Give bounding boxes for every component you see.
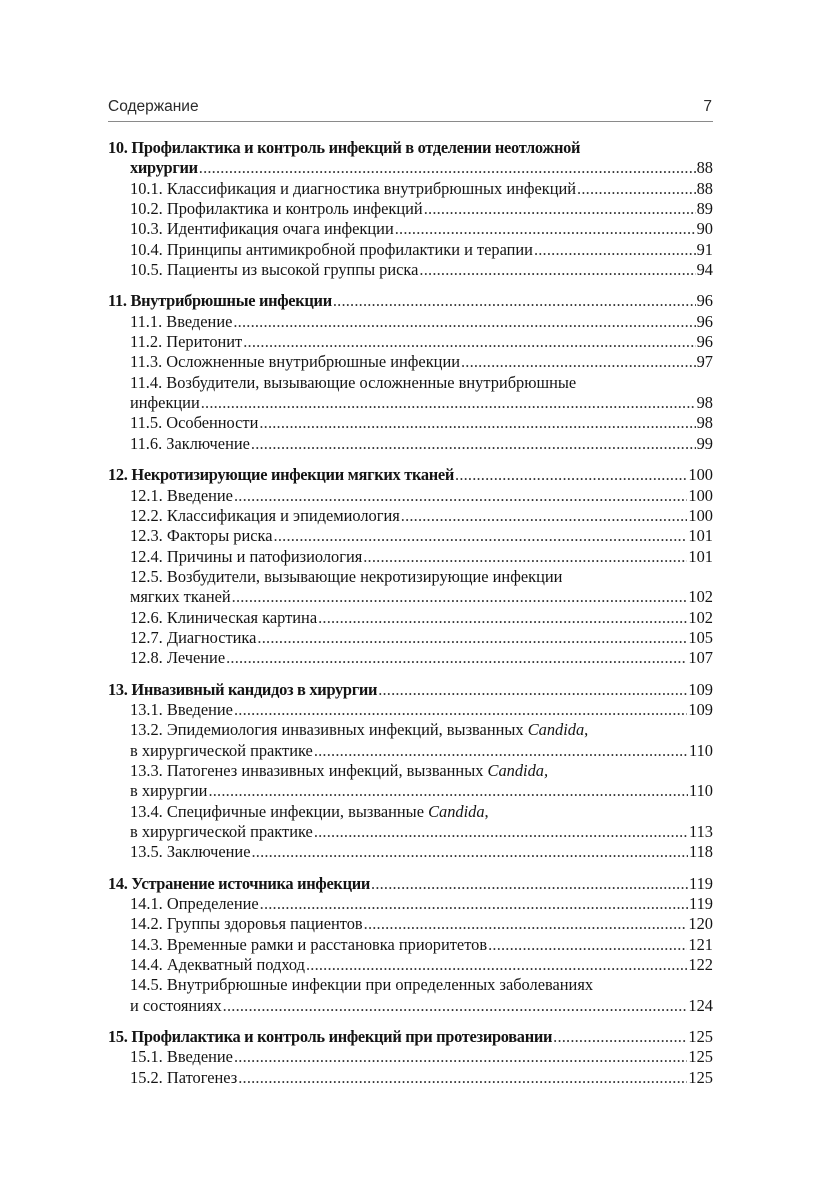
section-title: Введение <box>166 1047 233 1067</box>
section-title: Группы здоровья пациентов <box>166 914 363 934</box>
page-ref: 91 <box>696 239 713 259</box>
page-ref: 110 <box>689 740 713 760</box>
section-number: 11.1. <box>130 311 163 331</box>
dot-leader <box>577 179 696 199</box>
section-number: 13.2. <box>130 720 163 740</box>
section-number: 13.5. <box>130 842 163 862</box>
toc-entry[interactable] <box>108 526 713 546</box>
toc-entry[interactable] <box>108 434 713 454</box>
section-label <box>130 955 305 975</box>
section-title: Принципы антимикробной профилактики и терапии <box>166 239 533 259</box>
dot-leader <box>461 352 696 372</box>
table-of-contents <box>108 138 713 1088</box>
section-title: Введение <box>166 485 233 505</box>
section-label <box>130 434 250 454</box>
toc-entry[interactable] <box>108 914 713 934</box>
toc-entry[interactable] <box>108 802 713 843</box>
dot-leader <box>333 291 696 311</box>
dot-leader <box>226 648 687 668</box>
section-title: Клиническая картина <box>166 607 318 627</box>
page-ref: 89 <box>696 199 713 219</box>
page-ref: 94 <box>696 260 713 280</box>
page-ref: 90 <box>696 219 713 239</box>
section-number: 14.5. <box>130 975 163 995</box>
dot-leader <box>251 842 688 862</box>
section-number: 10.1. <box>130 178 163 198</box>
section-title: Идентификация очага инфекции <box>166 219 394 239</box>
dot-leader <box>371 874 688 894</box>
page-ref: 100 <box>688 485 713 505</box>
section-title-line1: Возбудители, вызывающие осложненные внутрибрюшные <box>166 372 577 392</box>
toc-entry[interactable] <box>108 312 713 332</box>
toc-entry[interactable] <box>108 761 713 802</box>
chapter-title-text: Устранение источника инфекции <box>131 873 371 893</box>
dot-leader <box>401 506 688 526</box>
dot-leader <box>534 240 696 260</box>
section-title: Заключение <box>166 842 251 862</box>
dot-leader <box>234 700 687 720</box>
chapter-title-line1: Профилактика и контроль инфекций в отделении неотложной <box>131 138 581 157</box>
toc-entry[interactable] <box>108 486 713 506</box>
page-ref: 125 <box>688 1067 713 1087</box>
chapter-number-dot: . <box>123 1027 132 1047</box>
page-ref: 122 <box>688 955 713 975</box>
section-title-line2: в хирургической практике <box>130 740 313 760</box>
page-ref: 102 <box>688 587 713 607</box>
dot-leader <box>223 996 688 1016</box>
toc-entry[interactable] <box>108 465 713 485</box>
toc-entry[interactable] <box>108 506 713 526</box>
toc-entry[interactable] <box>108 975 713 1016</box>
dot-leader <box>363 547 687 567</box>
section-title: Осложненные внутрибрюшные инфекции <box>166 352 460 372</box>
section-number: 15.2. <box>130 1067 163 1087</box>
section-title: Факторы риска <box>166 526 273 546</box>
section-title: Временные рамки и расстановка приоритетов <box>166 934 488 954</box>
section-title-line2: и состояниях <box>130 995 222 1015</box>
page-ref: 109 <box>688 699 713 719</box>
section-label <box>130 842 250 862</box>
section-title-line2: мягких тканей <box>130 587 231 607</box>
section-number: 10.5. <box>130 260 163 280</box>
section-label <box>130 179 576 199</box>
genus-name-italic: Candida <box>527 720 585 740</box>
section-title: Патогенез <box>166 1067 238 1087</box>
chapter-number-dot: . <box>123 679 132 699</box>
section-title: Лечение <box>166 648 226 668</box>
section-title-line2: инфекции <box>130 393 200 413</box>
toc-entry[interactable] <box>108 874 713 894</box>
toc-entry[interactable] <box>108 955 713 975</box>
toc-entry[interactable] <box>108 1047 713 1067</box>
running-head-title: Содержание <box>108 98 199 115</box>
chapter-number-dot: . <box>123 465 132 485</box>
section-number: 12.2. <box>130 505 163 525</box>
section-number: 13.4. <box>130 801 163 821</box>
section-number: 10.4. <box>130 239 163 259</box>
chapter-number: 12 <box>108 465 124 485</box>
section-number: 12.1. <box>130 485 163 505</box>
page-ref: 107 <box>688 648 713 668</box>
section-number: 13.3. <box>130 760 163 780</box>
section-title-line2: в хирургической практике <box>130 822 313 841</box>
section-title-line1: Возбудители, вызывающие некротизирующие инфекции <box>166 566 563 586</box>
section-label <box>130 332 242 352</box>
toc-entry[interactable] <box>108 567 713 608</box>
dot-leader <box>314 741 688 761</box>
dot-leader <box>251 434 696 454</box>
chapter-title-text: Некротизирующие инфекции мягких тканей <box>131 465 455 485</box>
toc-entry[interactable] <box>108 352 713 372</box>
toc-entry[interactable] <box>108 842 713 862</box>
section-number: 12.7. <box>130 627 163 647</box>
punctuation: , <box>584 720 589 740</box>
toc-entry[interactable] <box>108 608 713 628</box>
dot-leader <box>259 413 695 433</box>
section-number: 12.3. <box>130 526 163 546</box>
page-ref: 113 <box>689 822 713 841</box>
section-label <box>130 219 394 239</box>
page-ref: 101 <box>688 526 713 546</box>
section-label <box>130 352 460 372</box>
section-label <box>130 608 317 628</box>
genus-name-italic: Candida, <box>487 760 549 780</box>
section-number: 10.2. <box>130 199 163 219</box>
chapter-number: 11 <box>108 291 123 311</box>
section-number: 11.4. <box>130 372 163 392</box>
dot-leader <box>260 894 688 914</box>
chapter-title-text: Внутрибрюшные инфекции <box>130 291 332 311</box>
chapter-number-dot: . <box>123 138 132 157</box>
section-label <box>130 975 713 995</box>
dot-leader <box>419 260 695 280</box>
section-label <box>130 312 232 332</box>
section-number: 11.3. <box>130 352 163 372</box>
section-label <box>130 413 258 433</box>
section-title-line1: Патогенез инвазивных инфекций, вызванных <box>166 760 488 780</box>
page-ref: 88 <box>696 178 713 198</box>
section-number: 14.3. <box>130 934 163 954</box>
section-title: Классификация и диагностика внутрибрюшных инфекций <box>166 178 577 198</box>
section-label <box>130 506 400 526</box>
section-number: 11.2. <box>130 332 163 352</box>
section-number: 12.8. <box>130 648 163 668</box>
toc-entry[interactable] <box>108 628 713 648</box>
toc-entry[interactable] <box>108 720 713 761</box>
section-label <box>130 935 487 955</box>
section-label <box>130 199 423 219</box>
chapter-number-dot: . <box>122 291 131 311</box>
toc-entry[interactable] <box>108 700 713 720</box>
dot-leader <box>553 1027 687 1047</box>
toc-entry[interactable] <box>108 219 713 239</box>
dot-leader <box>201 393 696 413</box>
page-ref: 99 <box>696 433 713 453</box>
page-ref: 96 <box>696 291 713 311</box>
dot-leader <box>274 526 688 546</box>
section-title: Профилактика и контроль инфекций <box>166 199 423 219</box>
section-title-line1: Внутрибрюшные инфекции при определенных заболеваниях <box>166 975 594 995</box>
page-ref: 97 <box>696 352 713 372</box>
toc-entry[interactable] <box>108 894 713 914</box>
dot-leader <box>424 199 696 219</box>
section-title: Перитонит <box>166 332 243 352</box>
section-number: 12.5. <box>130 566 163 586</box>
toc-chapter-10 <box>108 138 713 280</box>
section-continuation <box>130 741 713 761</box>
toc-entry[interactable] <box>108 199 713 219</box>
toc-entry[interactable] <box>108 260 713 280</box>
section-label <box>130 1068 237 1088</box>
dot-leader <box>234 1047 687 1067</box>
dot-leader <box>238 1068 687 1088</box>
section-label <box>130 894 259 914</box>
section-number: 12.4. <box>130 546 163 566</box>
section-continuation <box>130 393 713 413</box>
chapter-number-dot: . <box>123 873 132 893</box>
chapter-title <box>108 1027 552 1047</box>
section-number: 15.1. <box>130 1047 163 1067</box>
toc-entry[interactable] <box>108 291 713 311</box>
dot-leader <box>243 332 695 352</box>
section-label <box>130 720 713 740</box>
dot-leader <box>314 822 688 842</box>
chapter-title <box>108 465 454 485</box>
section-title-line1: Эпидемиология инвазивных инфекций, вызванных <box>166 720 528 740</box>
section-label <box>130 260 418 280</box>
toc-chapter-12 <box>108 465 713 668</box>
section-title: Диагностика <box>166 627 257 647</box>
section-number: 10.3. <box>130 219 163 239</box>
section-title: Адекватный подход <box>166 955 305 975</box>
chapter-title[interactable] <box>108 138 713 158</box>
dot-leader <box>395 219 696 239</box>
dot-leader <box>378 680 687 700</box>
section-number: 13.1. <box>130 699 163 719</box>
toc-entry[interactable] <box>108 648 713 668</box>
section-title-line1: Специфичные инфекции, вызванные <box>166 801 429 821</box>
dot-leader <box>318 608 687 628</box>
chapter-title <box>108 874 370 894</box>
toc-entry[interactable] <box>108 413 713 433</box>
section-continuation <box>130 822 713 842</box>
page-ref: 88 <box>696 158 713 178</box>
page-ref: 100 <box>688 465 713 485</box>
toc-chapter-15 <box>108 1027 713 1088</box>
section-number: 14.1. <box>130 894 163 914</box>
section-label <box>130 648 225 668</box>
punctuation: , <box>484 801 489 821</box>
section-number: 12.6. <box>130 607 163 627</box>
toc-chapter-13 <box>108 680 713 863</box>
genus-name-italic: Candida <box>428 801 485 821</box>
chapter-title-line2: хирургии <box>130 158 198 178</box>
section-label <box>130 240 533 260</box>
page-ref: 121 <box>688 934 713 954</box>
section-label <box>130 526 273 546</box>
toc-entry[interactable] <box>108 373 713 414</box>
dot-leader <box>257 628 687 648</box>
chapter-number: 13 <box>108 679 124 699</box>
section-label <box>130 373 713 393</box>
chapter-title <box>108 680 377 700</box>
toc-entry[interactable] <box>108 1027 713 1047</box>
page-ref: 105 <box>688 627 713 647</box>
page-ref: 125 <box>688 1047 713 1067</box>
toc-entry[interactable] <box>108 332 713 352</box>
section-title: Пациенты из высокой группы риска <box>166 260 419 280</box>
dot-leader <box>233 312 695 332</box>
chapter-number: 14 <box>108 873 124 893</box>
section-continuation <box>130 781 713 801</box>
page-ref: 98 <box>696 393 713 413</box>
section-title: Заключение <box>166 433 250 453</box>
section-number: 14.2. <box>130 914 163 934</box>
page-ref: 120 <box>688 914 713 934</box>
section-label <box>130 567 713 587</box>
page-ref: 101 <box>688 546 713 566</box>
toc-entry[interactable] <box>108 1068 713 1088</box>
toc-chapter-14 <box>108 874 713 1016</box>
section-label <box>130 700 233 720</box>
section-title: Классификация и эпидемиология <box>166 505 400 525</box>
toc-entry[interactable] <box>108 240 713 260</box>
page-ref: 96 <box>696 332 713 352</box>
page-ref: 118 <box>689 842 713 862</box>
dot-leader <box>488 935 687 955</box>
chapter-title-text: Инвазивный кандидоз в хирургии <box>131 679 378 699</box>
section-title: Определение <box>166 894 259 914</box>
dot-leader <box>306 955 687 975</box>
section-label <box>130 486 233 506</box>
running-head <box>108 92 713 122</box>
page-ref: 102 <box>688 607 713 627</box>
toc-entry[interactable] <box>108 935 713 955</box>
dot-leader <box>199 158 696 178</box>
chapter-number: 15 <box>108 1027 124 1047</box>
chapter-title-text: Профилактика и контроль инфекций при протезировании <box>131 1027 553 1047</box>
dot-leader <box>364 914 688 934</box>
dot-leader <box>234 486 687 506</box>
section-label <box>130 628 256 648</box>
section-title: Введение <box>166 311 233 331</box>
page-ref: 119 <box>689 873 713 893</box>
dot-leader <box>455 465 687 485</box>
section-number: 11.5. <box>130 413 163 433</box>
section-label <box>130 914 363 934</box>
page-ref: 110 <box>689 781 713 801</box>
toc-entry[interactable] <box>108 547 713 567</box>
section-label <box>130 547 362 567</box>
chapter-number: 10 <box>108 138 124 157</box>
page-ref: 124 <box>688 995 713 1015</box>
toc-entry[interactable] <box>108 680 713 700</box>
section-title: Причины и патофизиология <box>166 546 363 566</box>
chapter-title <box>108 291 332 311</box>
toc-entry[interactable] <box>108 158 713 178</box>
section-number: 11.6. <box>130 433 163 453</box>
page-ref: 125 <box>688 1027 713 1047</box>
page-ref: 98 <box>696 413 713 433</box>
toc-chapter-11 <box>108 291 713 454</box>
page-ref: 109 <box>688 679 713 699</box>
section-title: Особенности <box>166 413 259 433</box>
section-title: Введение <box>166 699 233 719</box>
page-ref: 96 <box>696 311 713 331</box>
section-title-line2: в хирургии <box>130 781 208 801</box>
section-label <box>130 802 713 822</box>
page-ref: 100 <box>688 505 713 525</box>
section-continuation <box>130 587 713 607</box>
page-number: 7 <box>703 98 712 115</box>
dot-leader <box>208 781 688 801</box>
section-number: 14.4. <box>130 955 163 975</box>
dot-leader <box>232 587 688 607</box>
section-label <box>130 761 713 781</box>
book-page <box>108 92 713 1099</box>
page-ref: 119 <box>689 894 713 914</box>
toc-entry[interactable] <box>108 179 713 199</box>
section-label <box>130 1047 233 1067</box>
section-continuation <box>130 996 713 1016</box>
